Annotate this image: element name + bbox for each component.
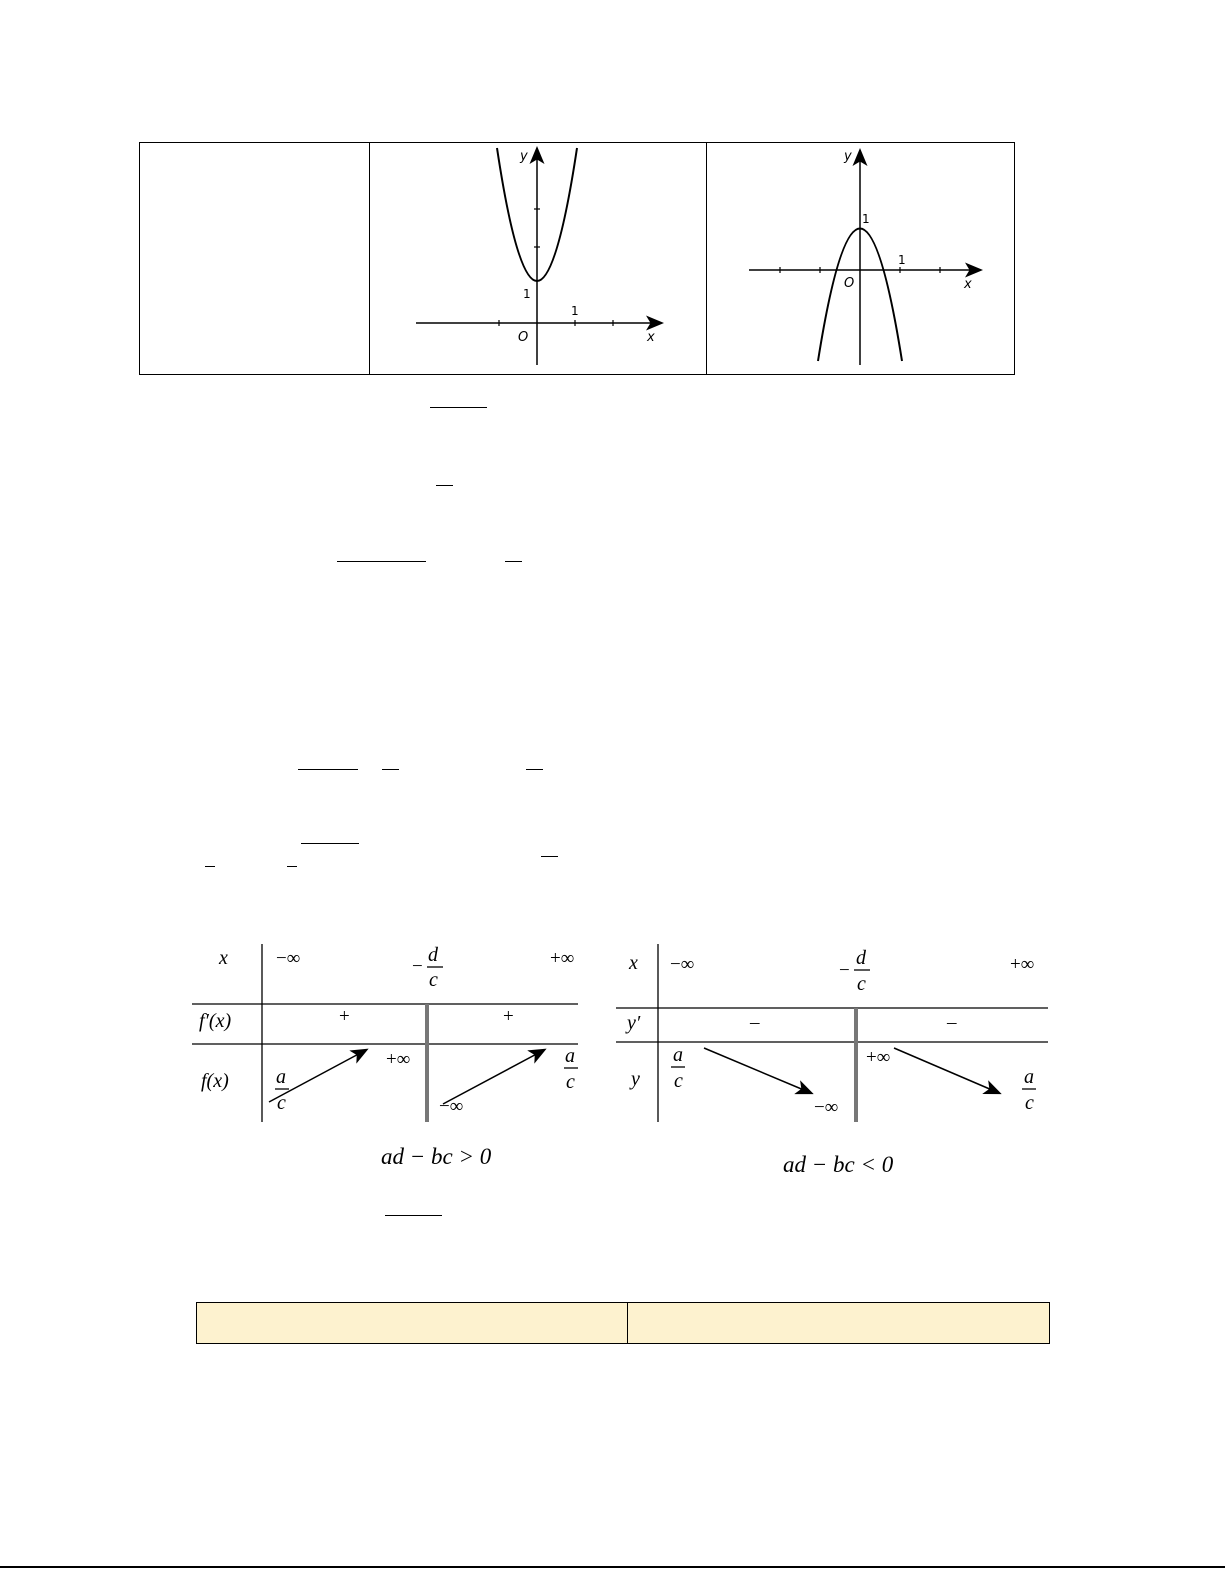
neg-infinity: −∞	[276, 948, 301, 969]
row-label-derivative: f′(x)	[199, 1010, 232, 1032]
limit-a-left: a	[673, 1044, 683, 1066]
caption-increasing: ad − bc > 0	[381, 1144, 492, 1169]
graph1-y-label: y	[520, 149, 528, 164]
limit-neg-infinity: −∞	[814, 1097, 839, 1118]
limit-c-right: c	[566, 1071, 575, 1093]
fraction-bar	[205, 866, 215, 867]
fraction-bar	[337, 561, 426, 562]
neg-infinity: −∞	[670, 954, 695, 975]
fraction-bar	[526, 769, 543, 770]
graph-table-divider-2	[706, 143, 707, 374]
graph-table-divider-1	[369, 143, 370, 374]
numerator-d: d	[856, 947, 866, 969]
limit-a-left: a	[276, 1066, 286, 1088]
decreasing-arrow-left	[704, 1048, 811, 1093]
limit-pos-infinity: +∞	[386, 1049, 411, 1070]
variation-table-increasing	[190, 944, 580, 1124]
row-label-function: f(x)	[201, 1070, 229, 1092]
fraction-bar	[382, 769, 399, 770]
summary-cell-right	[628, 1303, 1049, 1343]
fraction-bar	[541, 856, 558, 857]
pos-infinity: +∞	[1010, 954, 1035, 975]
caption-decreasing: ad − bc < 0	[783, 1152, 894, 1177]
limit-c-left: c	[674, 1070, 683, 1092]
sign-right: –	[947, 1012, 957, 1033]
limit-a-right: a	[565, 1045, 575, 1067]
variation-table-decreasing	[614, 944, 1050, 1124]
graph-upward-parabola	[371, 143, 705, 373]
sign-right: +	[503, 1006, 514, 1027]
graph-table	[139, 142, 1015, 375]
fraction-bar	[505, 561, 522, 562]
minus-sign: −	[412, 956, 423, 977]
fraction-bar	[298, 769, 358, 770]
sign-left: +	[339, 1006, 350, 1027]
row-label-function: y	[631, 1068, 640, 1090]
summary-table	[196, 1302, 1050, 1344]
denominator-c: c	[429, 969, 438, 991]
fraction-bar	[385, 1215, 442, 1216]
graph1-x-label: x	[647, 330, 655, 345]
denominator-c: c	[857, 973, 866, 995]
row-label-x: x	[219, 947, 228, 969]
fraction-bar	[301, 843, 359, 844]
graph2-y-tick-label: 1	[862, 212, 870, 226]
pos-infinity: +∞	[550, 948, 575, 969]
graph2-origin-label: O	[844, 276, 855, 291]
numerator-d: d	[428, 944, 438, 966]
decreasing-arrow-right	[894, 1048, 999, 1093]
sign-left: –	[750, 1012, 760, 1033]
graph2-x-tick-label: 1	[898, 253, 906, 267]
fraction-bar	[430, 407, 487, 408]
graph1-y-tick-label: 1	[523, 287, 531, 301]
limit-pos-infinity: +∞	[866, 1047, 891, 1068]
limit-c-left: c	[277, 1092, 286, 1114]
limit-neg-infinity: −∞	[439, 1096, 464, 1117]
fraction-bar	[436, 485, 453, 486]
fraction-bar	[287, 866, 297, 867]
graph2-x-label: x	[964, 277, 972, 292]
footer-rule	[0, 1566, 1225, 1568]
minus-sign: −	[839, 960, 850, 981]
graph-downward-parabola	[708, 143, 1014, 373]
limit-a-right: a	[1024, 1066, 1034, 1088]
summary-cell-left	[197, 1303, 627, 1343]
row-label-derivative: y′	[627, 1012, 641, 1034]
limit-c-right: c	[1025, 1092, 1034, 1114]
row-label-x: x	[629, 952, 638, 974]
graph1-origin-label: O	[518, 330, 529, 345]
graph2-y-label: y	[844, 149, 852, 164]
graph1-x-tick-label: 1	[571, 304, 579, 318]
